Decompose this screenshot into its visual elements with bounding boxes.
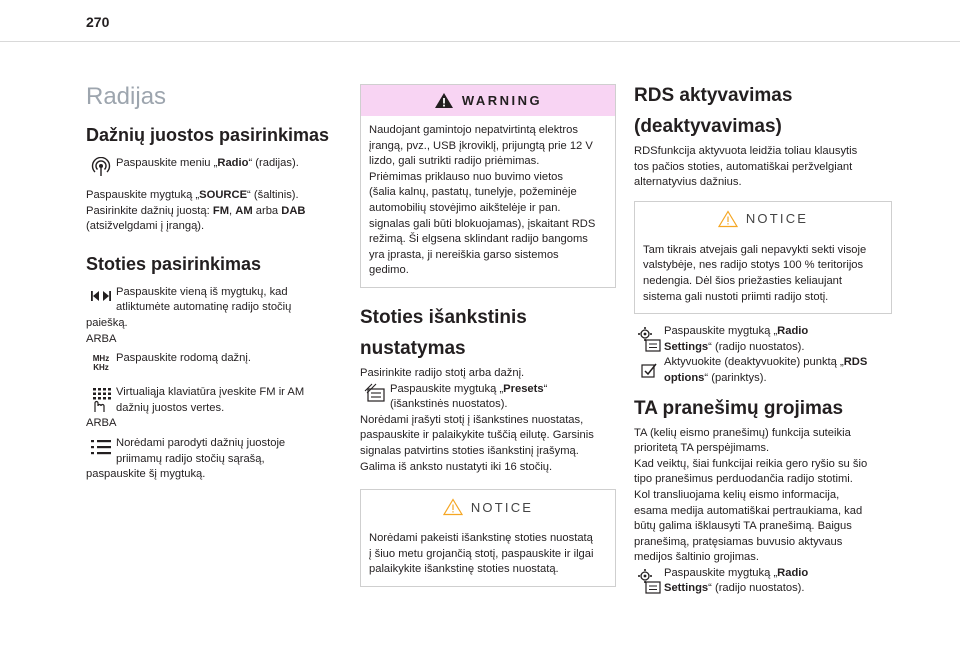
text: sistema gali nustoti priimti radijo stotį. (643, 290, 829, 303)
text: yra įprasta, ji nereiškia garso sistemos (369, 248, 559, 261)
settings-label: Settings (664, 582, 709, 595)
radio-settings-icon (634, 324, 664, 354)
text: signalas gali būti blokuojamas), įskaitant RDS (369, 217, 596, 230)
rds-heading-line2: (deaktyvavimas) (634, 116, 782, 137)
text: valstybėje, nes radijo stotys 100 % teritorijos (643, 259, 864, 272)
text: Naudojant gamintojo nepatvirtintą elektros (369, 124, 578, 136)
rds-label: RDS (843, 356, 868, 369)
source-instruction (86, 188, 341, 204)
text: paspauskite ir palaikykite tuščią eilutę. Garsinis (360, 429, 594, 442)
checkbox-icon (634, 355, 664, 385)
radio-label: Radio (777, 325, 809, 338)
notice-body (361, 524, 615, 586)
text: nedengia. Dėl šios priežasties keliaujant (643, 274, 843, 287)
text: palaikykite išankstinę stoties nuostatą. (369, 563, 559, 576)
text: Virtualiąja klaviatūra įveskite FM ir AM (116, 386, 305, 399)
band-note: (atsižvelgdami į įrangą). (86, 220, 205, 233)
warning-icon (434, 92, 454, 109)
text: gedimo. (369, 264, 409, 277)
notice-body (635, 236, 891, 313)
or-label: ARBA (86, 417, 117, 430)
keyboard-instruction (86, 385, 341, 416)
text: “ (šaltinis). (247, 189, 299, 201)
column-1 (86, 84, 341, 483)
text: Paspauskite mygtuką „ (664, 325, 778, 338)
presets-heading-line1: Stoties išankstinis (360, 306, 527, 328)
rds-heading-line1: RDS aktyvavimas (634, 85, 793, 106)
text: Paspauskite meniu „ (116, 157, 218, 169)
radio-settings-icon (634, 566, 664, 596)
band-heading: Dažnių juostos pasirinkimas (86, 125, 330, 145)
text: “ (radijas). (248, 157, 299, 169)
radio-label: Radio (217, 157, 249, 169)
text: Norėdami pakeisti išankstinę stoties nuostatą (369, 532, 593, 545)
text: medijos šaltinio grojimas. (634, 551, 759, 564)
dab-label: DAB (281, 204, 306, 217)
text: Paspauskite mygtuką „ (86, 189, 200, 201)
source-label: SOURCE (199, 189, 248, 201)
text: Norėdami parodyti dažnių juostoje (116, 436, 286, 449)
section-title: Radijas (86, 83, 167, 110)
text: (šalia kalnų, pastatų, tunelyje, požeminėje (369, 186, 577, 199)
notice-box (360, 489, 616, 587)
text: paspauskite šį mygtuką. (86, 468, 206, 481)
text: Norėdami įrašyti stotį į išankstines nuostatas, (360, 413, 584, 426)
or-label: ARBA (86, 332, 117, 345)
text: esama medija automatiškai pertraukiama, kad (634, 504, 863, 517)
mhz-label: MHz (92, 354, 110, 364)
radio-icon (86, 156, 116, 178)
text: prioritetą TA perspėjimams. (634, 442, 770, 455)
notice-label: NOTICE (470, 499, 534, 515)
text: “ (543, 382, 548, 395)
radio-menu-instruction (86, 156, 341, 178)
ta-heading: TA pranešimų grojimas (634, 397, 844, 419)
options-label: options (664, 371, 705, 384)
notice-header (361, 490, 615, 524)
text: Tam tikrais atvejais gali nepavykti sekti visoje (643, 243, 867, 256)
khz-label: KHz (93, 363, 109, 373)
text: lizdo, gali sutrikti radijo priėmimas. (369, 155, 540, 168)
notice-label: NOTICE (745, 211, 809, 227)
text: TA (kelių eismo pranešimų) funkcija suteikia (634, 426, 851, 439)
text: automobilių stovėjimo aikštelėje ir pan. (369, 201, 561, 214)
text: paiešką. (86, 316, 128, 329)
text: režimą. Ši elgsena sklindant radijo bangoms (369, 233, 588, 246)
column-3 (634, 84, 892, 597)
warning-label: WARNING (461, 93, 543, 108)
rds-options-instruction (634, 355, 892, 386)
text: Paspauskite vieną iš mygtukų, kad (116, 285, 288, 298)
radio-label: Radio (777, 566, 809, 579)
fm-label: FM (212, 204, 230, 217)
seek-instruction (86, 285, 341, 316)
station-heading: Stoties pasirinkimas (86, 253, 262, 274)
text: būtų galima išklausyti TA pranešimą. Baigus (634, 520, 852, 533)
text: įrangą, pvz., USB įkroviklį, prijungtą prie 12 V (369, 139, 593, 152)
text: Pasirinkite dažnių juostą: (86, 204, 213, 217)
notice-icon (443, 498, 463, 516)
seek-icon (86, 285, 116, 307)
text: Galima iš anksto nustatyti iki 16 stočių. (360, 460, 553, 473)
list-icon (86, 436, 116, 458)
text: “ (radijo nuostatos). (708, 340, 805, 353)
frequency-instruction (86, 351, 341, 375)
text: Paspauskite mygtuką „ (664, 566, 778, 579)
warning-header (361, 85, 615, 116)
text: “ (parinktys). (704, 371, 767, 384)
top-divider (0, 41, 960, 42)
am-label: AM (235, 204, 253, 217)
text: “ (radijo nuostatos). (708, 582, 805, 595)
settings-label: Settings (664, 340, 709, 353)
text: Paspauskite rodomą dažnį. (116, 352, 251, 365)
text: tipo pranešimus perduodančia radijo stotimi. (634, 473, 853, 486)
text: į šiuo metu grojančią stotį, paspauskite ir ilgai (369, 547, 594, 560)
warning-box (360, 84, 616, 288)
text: tos pačios stoties, automatiškai peržvelgiant (634, 160, 853, 173)
notice-box (634, 201, 892, 314)
notice-icon (718, 210, 738, 228)
presets-label: Presets (503, 382, 544, 395)
text: , (229, 204, 236, 217)
page-number: 270 (86, 14, 110, 30)
text: priimamų radijo stočių sąrašą, (116, 452, 265, 465)
presets-icon (360, 382, 390, 404)
text: Priėmimas priklauso nuo buvimo vietos (369, 170, 563, 183)
text: dažnių juostos vertes. (116, 401, 225, 414)
presets-heading-line2: nustatymas (360, 337, 466, 359)
text: signalas patvirtins stoties išankstinį įrašymą. (360, 444, 579, 457)
text: alternatyvius dažnius. (634, 176, 742, 189)
list-instruction (86, 436, 341, 467)
radio-settings-instruction (634, 324, 892, 355)
text: Kad veiktų, šiai funkcijai reikia gero ryšio su šio (634, 457, 868, 470)
text: Kol transliuojama kelių eismo informacija, (634, 488, 840, 501)
text: arba (252, 204, 282, 217)
text: RDSfunkcija aktyvuota leidžia toliau klausytis (634, 145, 858, 157)
column-2 (360, 84, 616, 587)
text: pranešimą, pratęsiamas buvusio aktyvaus (634, 535, 843, 548)
text: atliktumėte automatinę radijo stočių (116, 301, 292, 314)
text: Aktyvuokite (deaktyvuokite) punktą „ (664, 356, 844, 369)
mhz-khz-icon (86, 351, 116, 375)
radio-settings-instruction-2 (634, 566, 892, 597)
notice-header (635, 202, 891, 236)
text: (išankstinės nuostatos). (390, 398, 508, 411)
band-choice (86, 204, 341, 220)
presets-instruction (360, 382, 616, 413)
text: Pasirinkite radijo stotį arba dažnį. (360, 366, 525, 379)
warning-body (361, 116, 615, 287)
keyboard-icon (86, 385, 116, 415)
text: Paspauskite mygtuką „ (390, 382, 504, 395)
